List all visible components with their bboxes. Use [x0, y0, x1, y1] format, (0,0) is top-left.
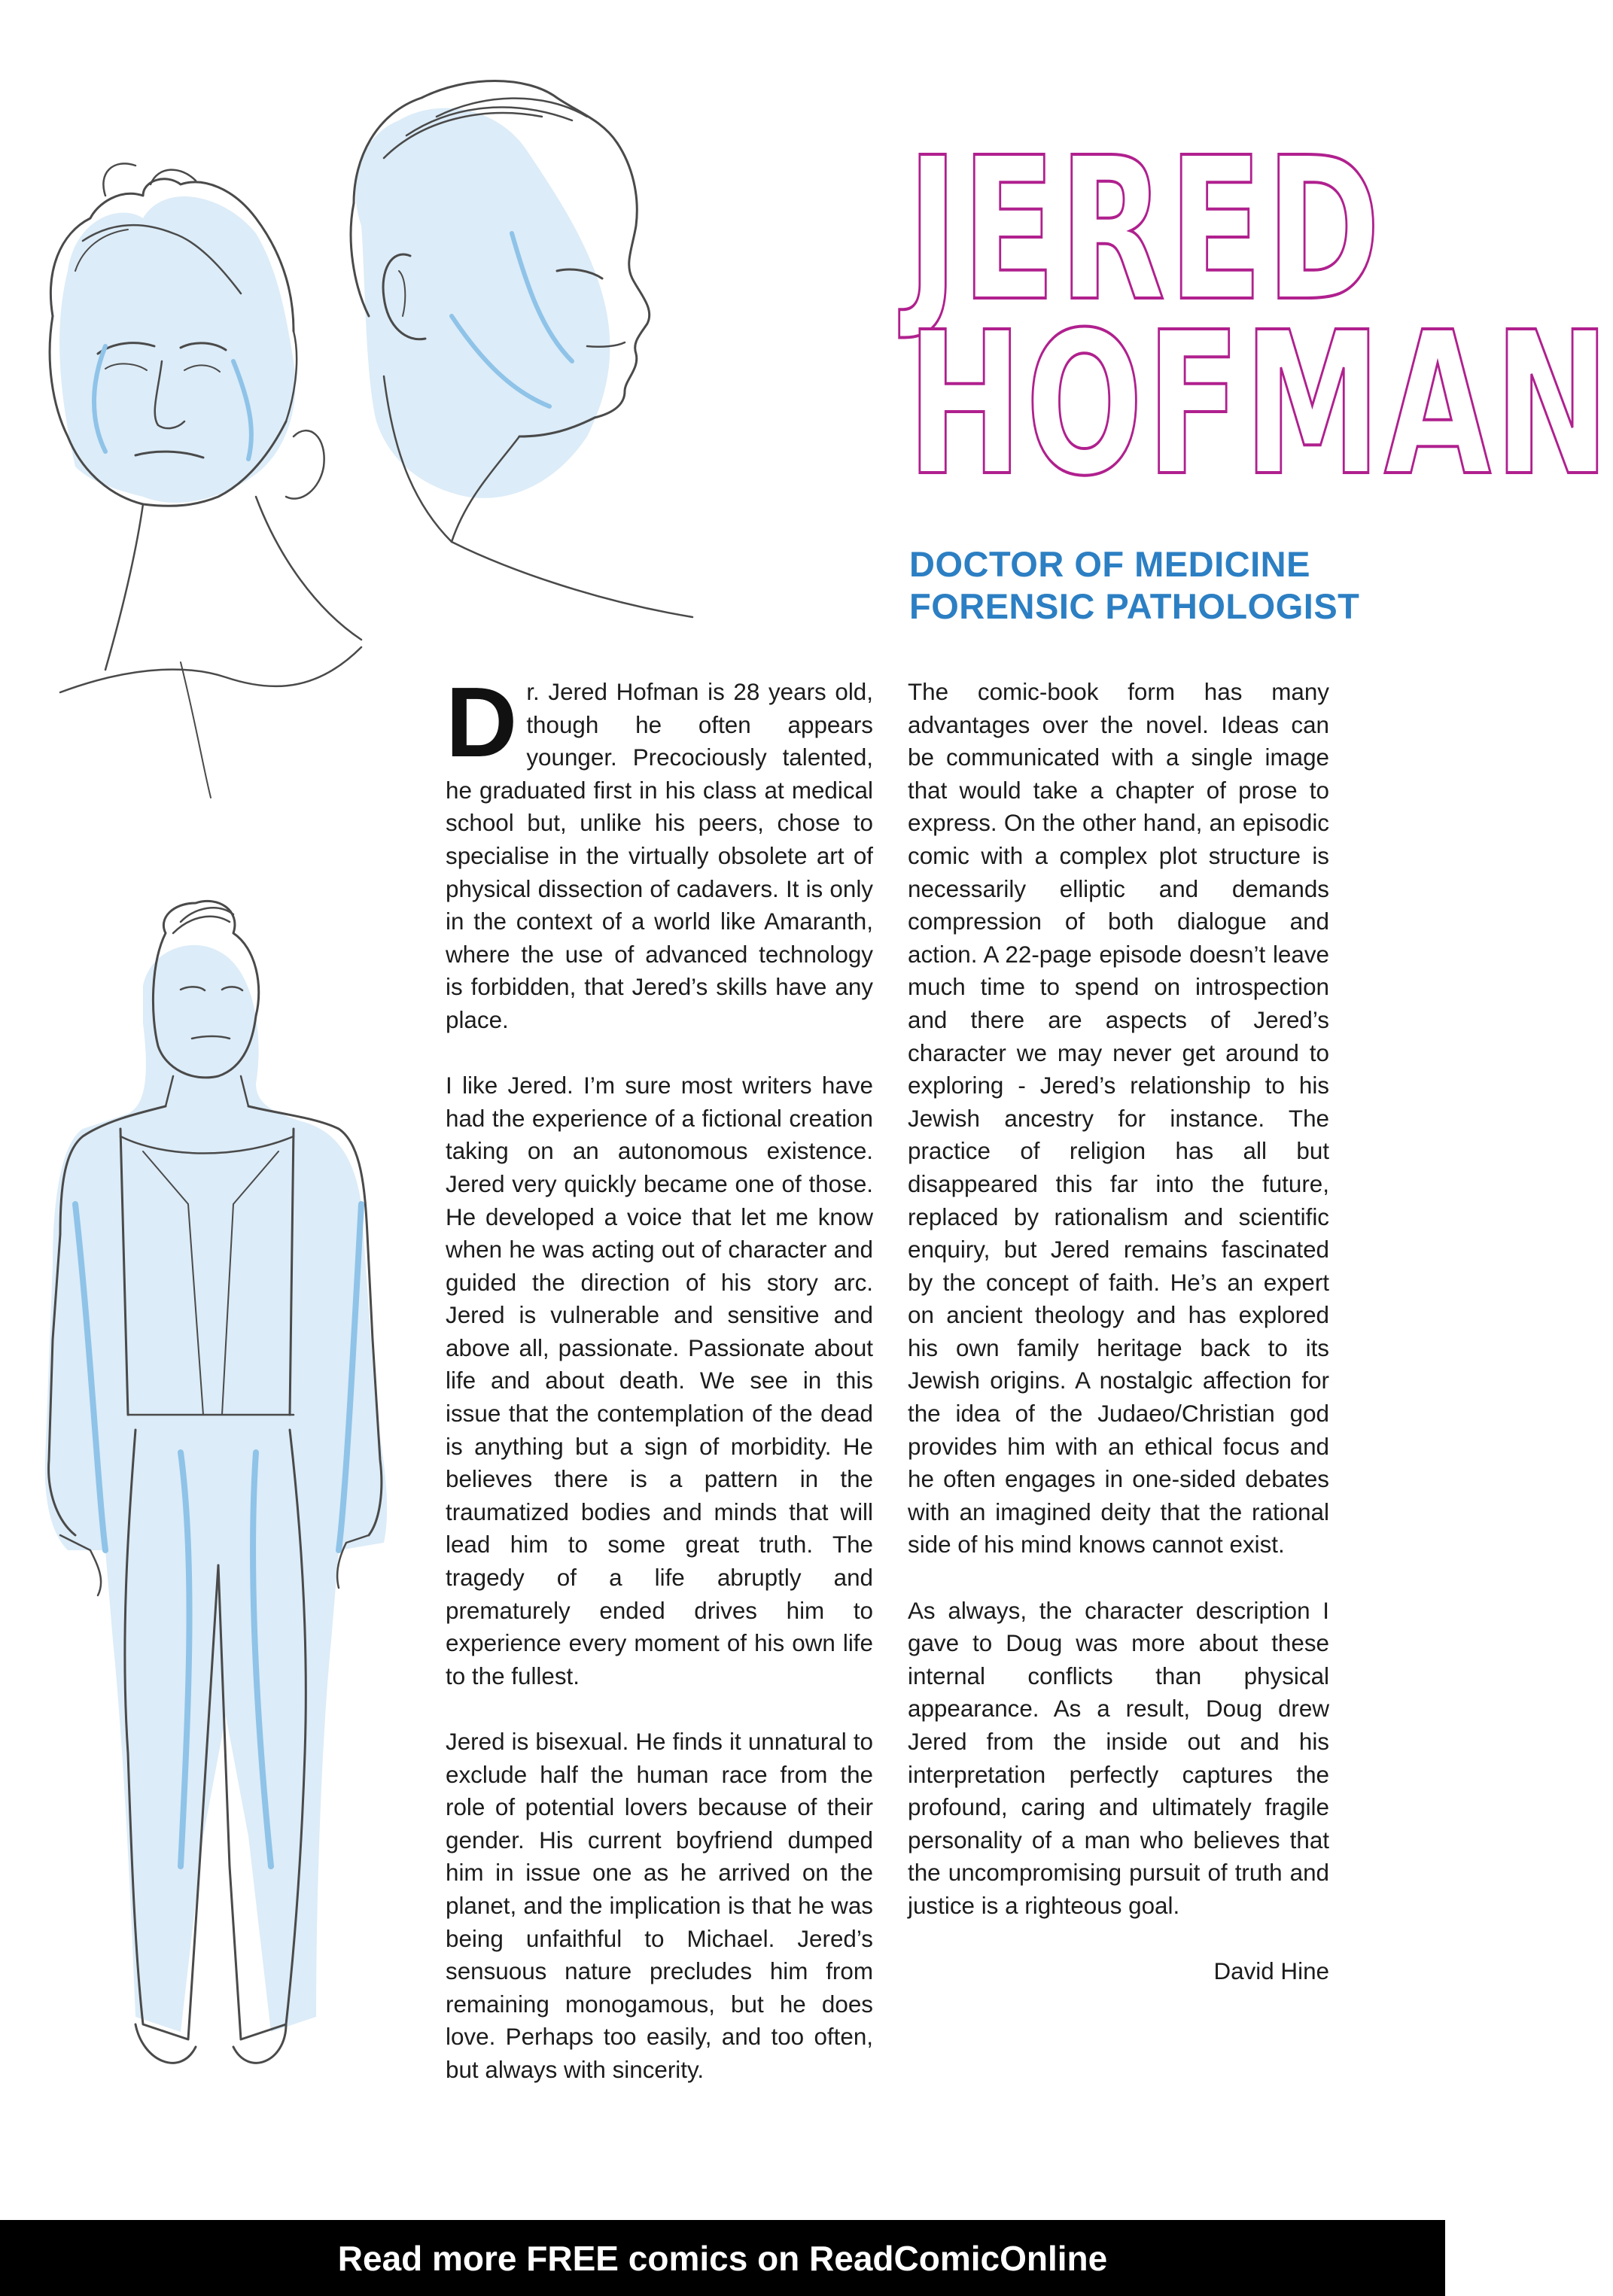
article-column-right: [908, 676, 1329, 2021]
character-name-title: [907, 115, 1613, 519]
article-paragraph-1-text: r. Jered Hofman is 28 years old, though he often appears younger. Precociously talented, he graduated first in his class at medical school but, unlike his peers, chose to specialise in the virtually obsolete art of physical dissection of cadavers. It is only in the context of a world like Amaranth, where the use of advanced technology is forbidden, that Jered’s skills have any place.: [446, 679, 873, 1033]
footer-banner-text[interactable]: Read more FREE comics on ReadComicOnline: [337, 2238, 1108, 2278]
drop-cap: D: [446, 667, 518, 777]
article-paragraph-3: Jered is bisexual. He finds it unnatural to exclude half the human race from the role of potential lovers because of their gender. His current boyfriend dumped him in issue one as he arrived on the planet, and the implication is that he was being unfaithful to Michael. Jered’s sensuous nature precludes him from remaining monogamous, but he does love. Perhaps too easily, and too often, but always with sincerity.: [446, 1729, 873, 2083]
article-paragraph-2: I like Jered. I’m sure most writers have had the experience of a fictional creation taking on an autonomous existence. Jered very quickly became one of those. He developed a voice that let me know when he was acting out of character and guided the direction of his story arc. Jered is vulnerable and sensitive and above all, passionate. Passionate about life and about death. We see in this issue that the contemplation of the dead is anything but a sign of morbidity. He believes there is a pattern in the traumatized bodies and minds that will lead him to some great truth. The tragedy of a life abruptly and prematurely ended drives him to experience every moment of his own life to the fullest.: [446, 1072, 873, 1689]
subtitle-line-2: FORENSIC PATHOLOGIST: [909, 586, 1360, 626]
profile-head-sketch: [351, 81, 692, 618]
subtitle-line-1: DOCTOR OF MEDICINE: [909, 544, 1310, 584]
article-paragraph-4: The comic-book form has many advantages over the novel. Ideas can be communicated with a single image that would take a chapter of prose to express. On the other hand, an episodic comic with a complex plot structure is necessarily elliptic and demands compression of both dialogue and action. A 22-page episode doesn’t leave much time to spend on introspection and there are aspects of Jered’s character we may never get around to exploring - Jered’s relationship to his Jewish ancestry for instance. The practice of religion has all but disappeared this far into the future, replaced by rationalism and scientific enquiry, but Jered remains fascinated by the concept of faith. He’s an expert on ancient theology and has explored his own family heritage back to its Jewish origins. A nostalgic affection for the idea of the Judaeo/Christian god provides him with an ethical focus and he often engages in one-sided debates with an imagined deity that the rational side of his mind knows cannot exist.: [908, 679, 1329, 1559]
three-quarter-head-sketch: [50, 163, 361, 798]
title-last-name: HOFMAN: [907, 290, 1613, 519]
author-signature: David Hine: [1213, 1958, 1329, 1985]
footer-banner[interactable]: [0, 2220, 1445, 2296]
title-first-name: JERED: [907, 115, 1384, 345]
article-paragraph-1: [446, 667, 873, 1037]
full-body-sketch-illustration: [30, 888, 437, 2107]
character-role-subtitle: [909, 543, 1436, 628]
article-column-left: [446, 667, 873, 2119]
article-paragraph-5: As always, the character description I gave to Doug was more about these internal conflicts than physical appearance. As a result, Doug drew Jered from the inside out and his interpretation perfectly captures the profound, caring and ultimately fragile personality of a man who believes that the uncompromising pursuit of truth and justice is a righteous goal.: [908, 1597, 1329, 1919]
